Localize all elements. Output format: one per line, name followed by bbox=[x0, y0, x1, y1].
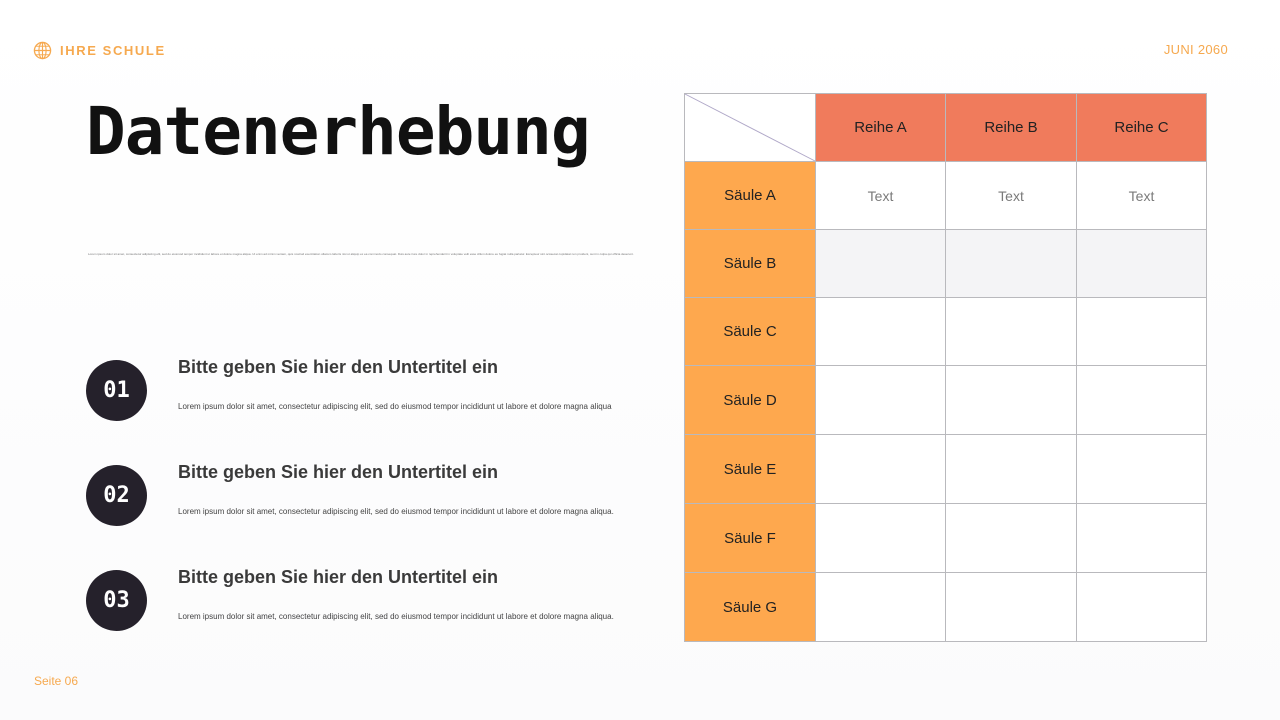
table-cell bbox=[946, 435, 1077, 504]
item-subtitle: Bitte geben Sie hier den Untertitel ein bbox=[178, 357, 499, 377]
table-cell bbox=[816, 504, 946, 573]
table-corner-cell bbox=[685, 94, 816, 162]
table-cell bbox=[1077, 230, 1207, 298]
table-row bbox=[685, 435, 1207, 504]
table-row bbox=[685, 573, 1207, 642]
table-row bbox=[685, 298, 1207, 366]
row-header-a: Reihe A bbox=[816, 94, 946, 162]
table-cell bbox=[1077, 298, 1207, 366]
table-cell bbox=[946, 504, 1077, 573]
header-date: JUNI 2060 bbox=[1163, 42, 1228, 57]
table-cell bbox=[946, 366, 1077, 435]
table-cell: Text bbox=[946, 162, 1077, 230]
table-cell bbox=[946, 230, 1077, 298]
row-header-c: Reihe C bbox=[1077, 94, 1207, 162]
table-cell: Text bbox=[816, 162, 946, 230]
table-row bbox=[685, 504, 1207, 573]
item-text: Lorem ipsum dolor sit amet, consectetur adipiscing elit, sed do eiusmod tempor incididunt ut labore et dolore magna aliqua. bbox=[178, 612, 614, 621]
intro-text: Lorem ipsum dolor sit amet, consectetur adipiscing elit, sed do eiusmod tempor incididunt ut labore et dolore magna aliqua. Ut enim ad minim veniam, quis nostrud exercitation ullamco laboris nisi ut aliquip ex ea commodo consequat. Duis aute irure dolor in reprehenderit in voluptate velit esse cillum dolore eu fugiat nulla pariatur. Excepteur sint occaecat cupidatat non proident, sunt in culpa qui officia deserunt. bbox=[88, 252, 634, 256]
table-cell bbox=[1077, 366, 1207, 435]
column-header: Säule C bbox=[685, 298, 816, 366]
table-cell bbox=[946, 298, 1077, 366]
table-cell bbox=[816, 573, 946, 642]
page-title: Datenerhebung bbox=[86, 93, 590, 170]
table-cell bbox=[1077, 504, 1207, 573]
item-subtitle: Bitte geben Sie hier den Untertitel ein bbox=[178, 462, 499, 482]
diagonal-line bbox=[685, 94, 815, 161]
item-text: Lorem ipsum dolor sit amet, consectetur adipiscing elit, sed do eiusmod tempor incididunt ut labore et dolore magna aliqua bbox=[178, 402, 612, 411]
row-header-b: Reihe B bbox=[946, 94, 1077, 162]
item-text: Lorem ipsum dolor sit amet, consectetur adipiscing elit, sed do eiusmod tempor incididunt ut labore et dolore magna aliqua. bbox=[178, 507, 614, 516]
table-cell bbox=[816, 435, 946, 504]
table-row bbox=[685, 162, 1207, 230]
table-cell bbox=[946, 573, 1077, 642]
column-header: Säule B bbox=[685, 230, 816, 298]
table-header-row bbox=[685, 94, 1207, 162]
page-number: Seite 06 bbox=[34, 674, 79, 688]
item-subtitle: Bitte geben Sie hier den Untertitel ein bbox=[178, 567, 499, 587]
table-cell bbox=[816, 366, 946, 435]
number-badge: 02 bbox=[86, 465, 147, 526]
number-badge: 03 bbox=[86, 570, 147, 631]
table-cell bbox=[816, 298, 946, 366]
column-header: Säule E bbox=[685, 435, 816, 504]
school-name: IHRE SCHULE bbox=[60, 42, 166, 58]
table-row bbox=[685, 366, 1207, 435]
list-item bbox=[86, 462, 626, 535]
column-header: Säule A bbox=[685, 162, 816, 230]
data-table bbox=[684, 93, 1207, 642]
table-cell: Text bbox=[1077, 162, 1207, 230]
list-item bbox=[86, 567, 626, 640]
table-cell bbox=[1077, 573, 1207, 642]
table-cell bbox=[1077, 435, 1207, 504]
table-row bbox=[685, 230, 1207, 298]
globe-icon bbox=[33, 41, 52, 60]
column-header: Säule F bbox=[685, 504, 816, 573]
number-badge: 01 bbox=[86, 360, 147, 421]
header-school bbox=[33, 40, 166, 60]
list-item bbox=[86, 357, 626, 430]
column-header: Säule D bbox=[685, 366, 816, 435]
table-cell bbox=[816, 230, 946, 298]
column-header: Säule G bbox=[685, 573, 816, 642]
